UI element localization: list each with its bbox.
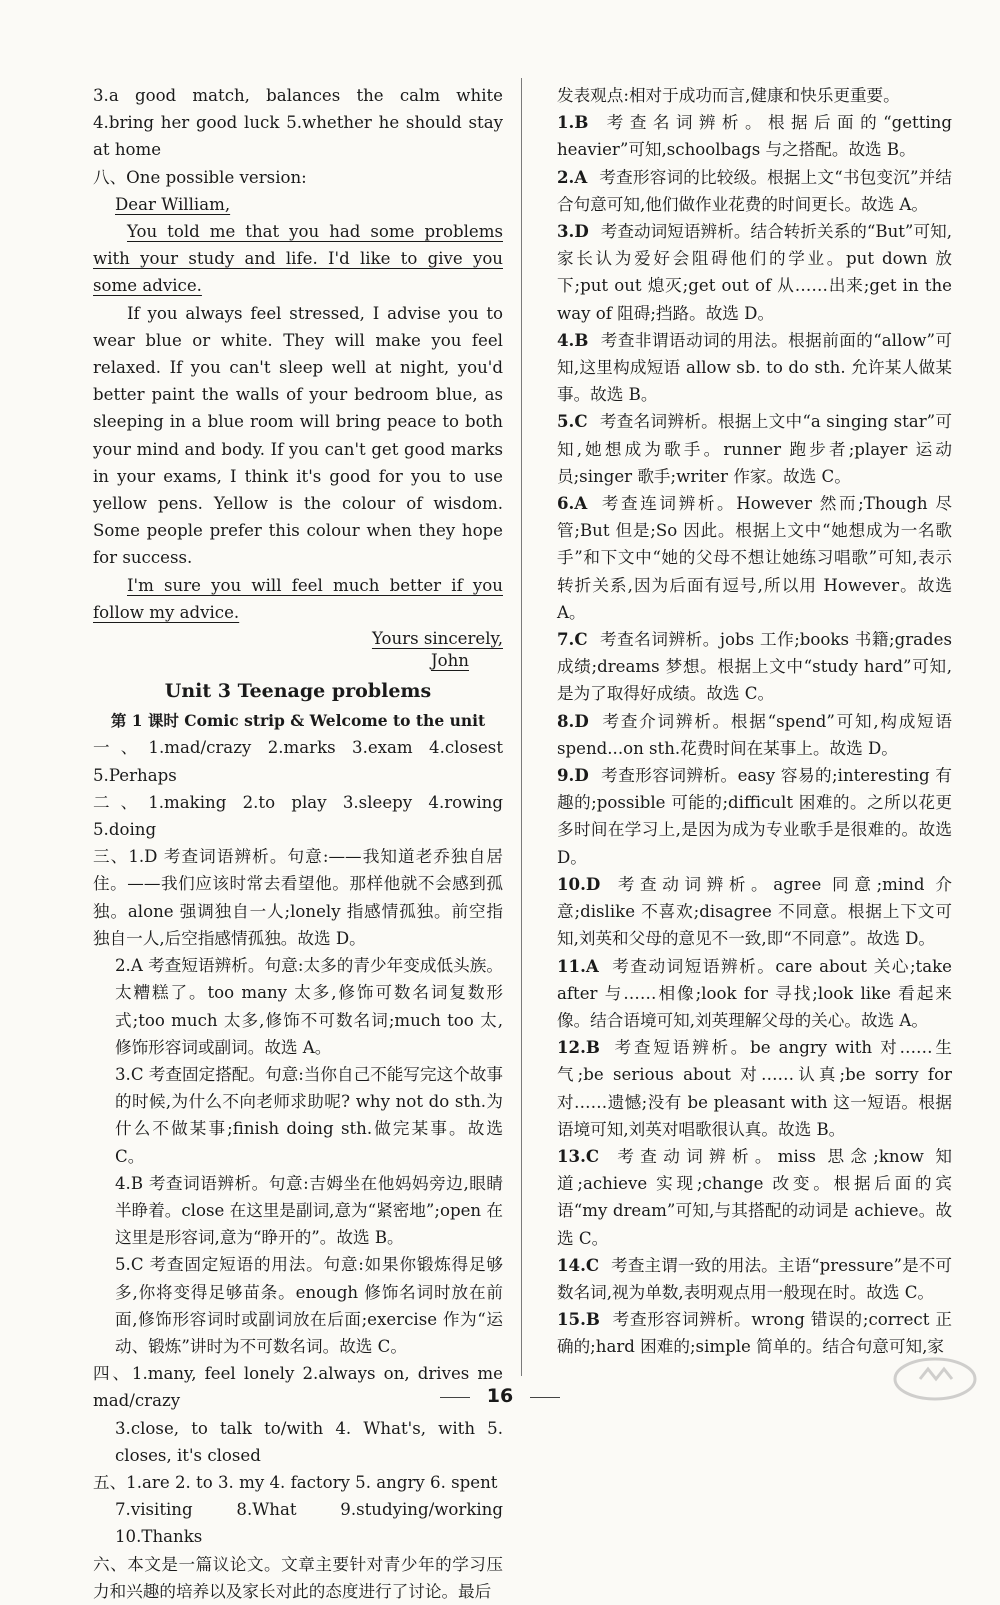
explanation-item-number: 10.D <box>557 873 601 894</box>
explanation-item-text: 考查动词短语辨析。结合转折关系的“But”可知,家长认为爱好会阻碍他们的学业。put down 放下;put out 熄灭;get out of 从……出来;get in the way of 阻碍;挡路。故选 D。 <box>557 222 952 323</box>
explanation-item-number: 5.C <box>557 411 588 432</box>
explanation-item <box>557 327 952 409</box>
explanation-item-number: 14.C <box>557 1254 600 1275</box>
explanation-item <box>557 953 952 1035</box>
unit-title: Unit 3 Teenage problems <box>164 680 432 703</box>
watermark-logo <box>876 1351 994 1421</box>
section-3-item-1: 三、1.D 考查词语辨析。句意:——我知道老乔独自居住。——我们应该时常去看望他。那样他就不会感到孤独。alone 强调独自一人;lonely 指感情孤独。前空指独自一人,后空指感情孤独。故选 D。 <box>93 847 503 948</box>
explanation-item <box>557 1143 952 1252</box>
explanation-item-text: 考查形容词辨析。wrong 错误的;correct 正确的;hard 困难的;simple 简单的。结合句意可知,家 <box>557 1310 952 1357</box>
footer-dash-left <box>440 1397 470 1398</box>
explanation-item <box>557 109 952 163</box>
explanation-item-number: 11.A <box>557 955 599 976</box>
section-1-answers: 一、1.mad/crazy 2.marks 3.exam 4.closest 5.Perhaps <box>93 738 503 785</box>
footer-dash-right <box>530 1397 560 1398</box>
explanation-item-text: 考查形容词的比较级。根据上文“书包变沉”并结合句意可知,他们做作业花费的时间更长。故选 A。 <box>557 167 952 214</box>
explanation-item-text: 考查非谓语动词的用法。根据前面的“allow”可知,这里构成短语 allow sb. to do sth. 允许某人做某事。故选 B。 <box>557 330 952 405</box>
explanation-item-text: 考查主谓一致的用法。主语“pressure”是不可数名词,视为单数,表明观点用一般现在时。故选 C。 <box>557 1255 952 1302</box>
explanation-item-number: 4.B <box>557 329 589 350</box>
letter-greeting: Dear William, <box>115 194 231 214</box>
explanation-item <box>557 490 952 626</box>
letter-signature: John <box>430 651 469 671</box>
page-number: 16 <box>486 1385 514 1407</box>
explanation-item-number: 15.B <box>557 1309 600 1330</box>
answer-line-3-5: 3.a good match, balances the calm white 4.bring her good luck 5.whether he should stay at home <box>93 86 503 160</box>
explanation-item <box>557 1252 952 1306</box>
explanation-item-number: 2.A <box>557 166 588 187</box>
explanation-item-text: 考查名词辨析。jobs 工作;books 书籍;grades 成绩;dreams 梦想。根据上文中“study hard”可知,是为了取得好成绩。故选 C。 <box>557 630 952 704</box>
page-footer <box>0 1385 1000 1407</box>
lesson-title: 第 1 课时 Comic strip & Welcome to the unit <box>110 711 486 731</box>
explanation-item-number: 7.C <box>557 629 588 650</box>
section-5-answers-a: 五、1.are 2. to 3. my 4. factory 5. angry 6. spent <box>93 1472 498 1492</box>
explanation-item <box>557 408 952 490</box>
section-4-answers-b: 3.close, to talk to/with 4. What's, with 5. closes, it's closed <box>115 1418 503 1465</box>
section-8-heading: 八、One possible version: <box>93 167 307 187</box>
explanation-item-text: 考查动词辨析。agree 同意;mind 介意;dislike 不喜欢;disagree 不同意。根据上下文可知,刘英和父母的意见不一致,即“不同意”。故选 D。 <box>557 874 952 949</box>
section-6-conclusion: 发表观点:相对于成功而言,健康和快乐更重要。 <box>557 86 900 105</box>
explanation-item-text: 考查形容词辨析。easy 容易的;interesting 有趣的;possible 可能的;difficult 困难的。之所以花更多时间在学习上,是因为成为专业歌手是很难的。故选 D。 <box>557 766 952 867</box>
letter-closing: Yours sincerely, <box>371 629 503 649</box>
explanation-item-text: 考查动词辨析。miss 思念;know 知道;achieve 实现;change 改变。根据后面的宾语“my dream”可知,与其搭配的动词是 achieve。故选 C。 <box>557 1146 952 1248</box>
explanation-item-text: 考查介词辨析。根据“spend”可知,构成短语 spend...on sth.花费时间在某事上。故选 D。 <box>557 711 952 758</box>
left-column <box>93 82 503 1605</box>
letter-paragraph-2: If you always feel stressed, I advise you to wear blue or white. They will make you feel relaxed. If you can't sleep well at night, you'd better paint the walls of your bedroom blue, as sleeping in a blue room will bring peace to both your mind and body. If you can't get good marks in your exams, I think it's good for you to use yellow pens. Yellow is the colour of wisdom. Some people prefer this colour when they hope for success. <box>93 303 503 568</box>
explanation-item <box>557 708 952 762</box>
explanation-item <box>557 762 952 871</box>
explanation-item-number: 13.C <box>557 1145 600 1166</box>
explanation-item-number: 6.A <box>557 493 588 514</box>
section-3-item-3: 3.C 考查固定搭配。句意:当你自己不能写完这个故事的时候,为什么不向老师求助呢? why not do sth.为什么不做某事;finish doing sth.做完某事。故选 C。 <box>115 1064 503 1166</box>
explanation-item-text: 考查名词辨析。根据后面的“getting heavier”可知,schoolbags 与之搭配。故选 B。 <box>557 113 952 160</box>
section-5-answers-b: 7.visiting 8.What 9.studying/working 10.Thanks <box>115 1500 503 1547</box>
section-3-item-5: 5.C 考查固定短语的用法。句意:如果你锻炼得足够多,你将变得足够苗条。enough 修饰名词时放在前面,修饰形容词时或副词放在后面;exercise 作为“运动、锻炼”讲时为不可数名词。故选 C。 <box>115 1255 503 1356</box>
explanation-item <box>557 218 952 327</box>
explanation-item-text: 考查动词短语辨析。care about 关心;take after 与……相像;look for 寻找;look like 看起来像。结合语境可知,刘英理解父母的关心。故选 A。 <box>557 956 952 1030</box>
right-column <box>557 82 952 1361</box>
explanation-item-number: 9.D <box>557 765 589 786</box>
explanation-item-text: 考查短语辨析。be angry with 对……生气;be serious about 对……认真;be sorry for 对……遗憾;没有 be pleasant with 这一短语。根据语境可知,刘英对唱歌很认真。故选 B。 <box>557 1038 952 1139</box>
explanation-item <box>557 164 952 218</box>
explanation-item-number: 8.D <box>557 710 589 731</box>
section-4-answers-a: 四、1.many, feel lonely 2.always on, drives me mad/crazy <box>93 1364 503 1411</box>
answer-explanations-list <box>557 109 952 1360</box>
explanation-item <box>557 871 952 953</box>
explanation-item-number: 1.B <box>557 112 589 133</box>
column-divider <box>521 78 522 1376</box>
explanation-item <box>557 626 952 708</box>
letter-paragraph-1: You told me that you had some problems with your study and life. I'd like to give you some advice. <box>93 222 503 296</box>
section-3-item-2: 2.A 考查短语辨析。句意:太多的青少年变成低头族。太糟糕了。too many 太多,修饰可数名词复数形式;too much 太多,修饰不可数名词;much too 太,修饰形容词或副词。故选 A。 <box>115 956 503 1057</box>
letter-paragraph-3: I'm sure you will feel much better if you follow my advice. <box>93 575 503 622</box>
explanation-item <box>557 1034 952 1143</box>
section-2-answers: 二、1.making 2.to play 3.sleepy 4.rowing 5.doing <box>93 792 503 840</box>
section-6-intro: 六、本文是一篇议论文。文章主要针对青少年的学习压力和兴趣的培养以及家长对此的态度进行了讨论。最后 <box>93 1554 503 1601</box>
explanation-item-number: 12.B <box>557 1037 600 1058</box>
section-3-item-4: 4.B 考查词语辨析。句意:吉姆坐在他妈妈旁边,眼睛半睁着。close 在这里是副词,意为“紧密地”;open 在这里是形容词,意为“睁开的”。故选 B。 <box>115 1173 503 1248</box>
explanation-item-number: 3.D <box>557 221 589 242</box>
explanation-item-text: 考查连词辨析。However 然而;Though 尽管;But 但是;So 因此。根据上文中“她想成为一名歌手”和下文中“她的父母不想让她练习唱歌”可知,表示转折关系,因为后面有逗号,所以用 However。故选 A。 <box>557 494 952 622</box>
explanation-item-text: 考查名词辨析。根据上文中“a singing star”可知,她想成为歌手。runner 跑步者;player 运动员;singer 歌手;writer 作家。故选 C。 <box>557 412 952 486</box>
